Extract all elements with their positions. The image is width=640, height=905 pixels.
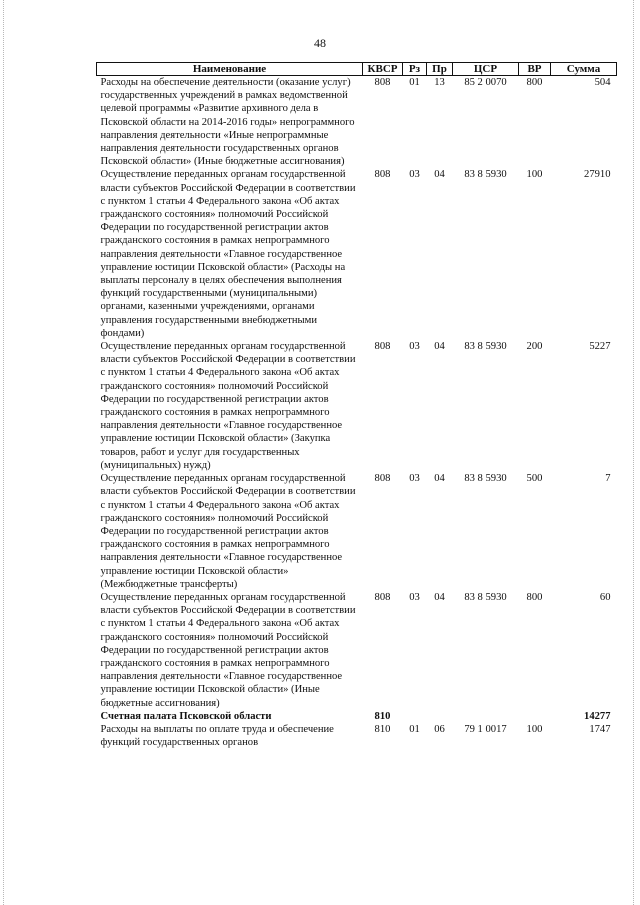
cell-vr: 500 — [526, 473, 543, 485]
header-name: Наименование — [97, 63, 363, 76]
cell-vr — [519, 710, 551, 723]
table-row — [97, 591, 617, 710]
cell-pr: 04 — [434, 169, 445, 181]
cell-kvsr: 810 — [374, 723, 391, 735]
cell-vr: 200 — [526, 341, 543, 353]
cell-sum: 60 — [599, 591, 611, 603]
cell-pr: 04 — [434, 591, 445, 603]
header-pr: Пр — [427, 63, 453, 76]
header-kvsr: КВСР — [363, 63, 403, 76]
cell-pr: 04 — [434, 473, 445, 485]
table-row — [97, 168, 617, 340]
cell-pr: 13 — [434, 77, 445, 88]
cell-rz: 03 — [409, 591, 420, 603]
cell-csr: 85 2 0070 — [464, 77, 507, 88]
cell-csr: 83 8 5930 — [464, 169, 507, 181]
budget-table — [96, 62, 617, 749]
cell-csr: 83 8 5930 — [464, 473, 507, 485]
cell-rz: 03 — [409, 169, 420, 181]
header-rz: Рз — [403, 63, 427, 76]
cell-rz: 03 — [409, 341, 420, 353]
header-vr: ВР — [519, 63, 551, 76]
header-csr: ЦСР — [453, 63, 519, 76]
cell-csr: 83 8 5930 — [464, 591, 507, 603]
scan-edge-left — [3, 0, 5, 905]
cell-kvsr: 808 — [374, 341, 391, 353]
cell-pr — [427, 710, 453, 723]
page-number: 48 — [314, 36, 326, 50]
cell-pr: 04 — [434, 341, 445, 353]
cell-name: Расходы на выплаты по оплате труда и обеспечение функций государственных органов — [100, 723, 334, 749]
cell-rz: 03 — [409, 473, 420, 485]
cell-kvsr: 808 — [374, 169, 391, 181]
cell-sum: 504 — [594, 77, 611, 88]
scan-edge-right — [633, 0, 635, 905]
cell-csr — [453, 710, 519, 723]
cell-name: Осуществление переданных органам государственной власти субъектов Российской Федерации в соответствии с пунктом 1 статьи 4 Федерального закона «Об актах гражданского состояния» полномочий Российской Федерации по государственной регистрации актов гражданского состояния в рамках непрограммного направления деятельности «Главное государственное управление юстиции Псковской области» (Закупка товаров, работ и услуг для государственных (муниципальных) нужд) — [100, 341, 356, 471]
table-header-row — [97, 63, 617, 76]
cell-vr: 800 — [526, 77, 543, 88]
table-body — [97, 76, 617, 750]
cell-rz: 01 — [409, 723, 420, 735]
cell-name: Осуществление переданных органам государственной власти субъектов Российской Федерации в соответствии с пунктом 1 статьи 4 Федерального закона «Об актах гражданского состояния» полномочий Российской Федерации по государственной регистрации актов гражданского состояния в рамках непрограммного направления деятельности «Главное государственное управление юстиции Псковской области» (Иные бюджетные ассигнования) — [100, 591, 356, 709]
table-row — [97, 340, 617, 472]
cell-kvsr: 810 — [374, 710, 391, 722]
cell-sum: 7 — [605, 473, 611, 485]
cell-vr: 100 — [526, 169, 543, 181]
table-row — [97, 710, 617, 723]
header-sum: Сумма — [551, 63, 617, 76]
cell-name: Счетная палата Псковской области — [100, 710, 272, 722]
table-row — [97, 76, 617, 169]
cell-sum: 14277 — [584, 710, 611, 722]
cell-sum: 5227 — [589, 341, 611, 353]
cell-kvsr: 808 — [374, 591, 391, 603]
cell-rz: 01 — [409, 77, 420, 88]
cell-name: Осуществление переданных органам государственной власти субъектов Российской Федерации в соответствии с пунктом 1 статьи 4 Федерального закона «Об актах гражданского состояния» полномочий Российской Федерации по государственной регистрации актов гражданского состояния в рамках непрограммного направления деятельности «Главное государственное управление юстиции Псковской области» (Расходы на выплаты персоналу в целях обеспечения выполнения функций государственными (муниципальными) органами, казенными учреждениями, органами управления государственными внебюджетными фондами) — [100, 169, 356, 339]
table-row — [97, 472, 617, 591]
cell-csr: 83 8 5930 — [464, 341, 507, 353]
cell-rz — [403, 710, 427, 723]
cell-csr: 79 1 0017 — [464, 723, 507, 735]
cell-pr: 06 — [434, 723, 445, 735]
cell-vr: 800 — [526, 591, 543, 603]
cell-name: Осуществление переданных органам государственной власти субъектов Российской Федерации в соответствии с пунктом 1 статьи 4 Федерального закона «Об актах гражданского состояния» полномочий Российской Федерации по государственной регистрации актов гражданского состояния в рамках непрограммного направления деятельности «Главное государственное управление юстиции Псковской области» (Межбюджетные трансферты) — [100, 473, 356, 590]
cell-name: Расходы на обеспечение деятельности (оказание услуг) государственных учреждений в рамках ведомственной целевой программы «Развитие архивного дела в Псковской области на 2014-2016 годы» непрограммного направления деятельности «Иные непрограммные направления деятельности государственных органов Псковской области» (Иные бюджетные ассигнования) — [100, 77, 355, 168]
table-row — [97, 723, 617, 749]
cell-vr: 100 — [526, 723, 543, 735]
cell-kvsr: 808 — [374, 77, 391, 88]
cell-kvsr: 808 — [374, 473, 391, 485]
cell-sum: 1747 — [589, 723, 611, 735]
cell-sum: 27910 — [584, 169, 611, 181]
